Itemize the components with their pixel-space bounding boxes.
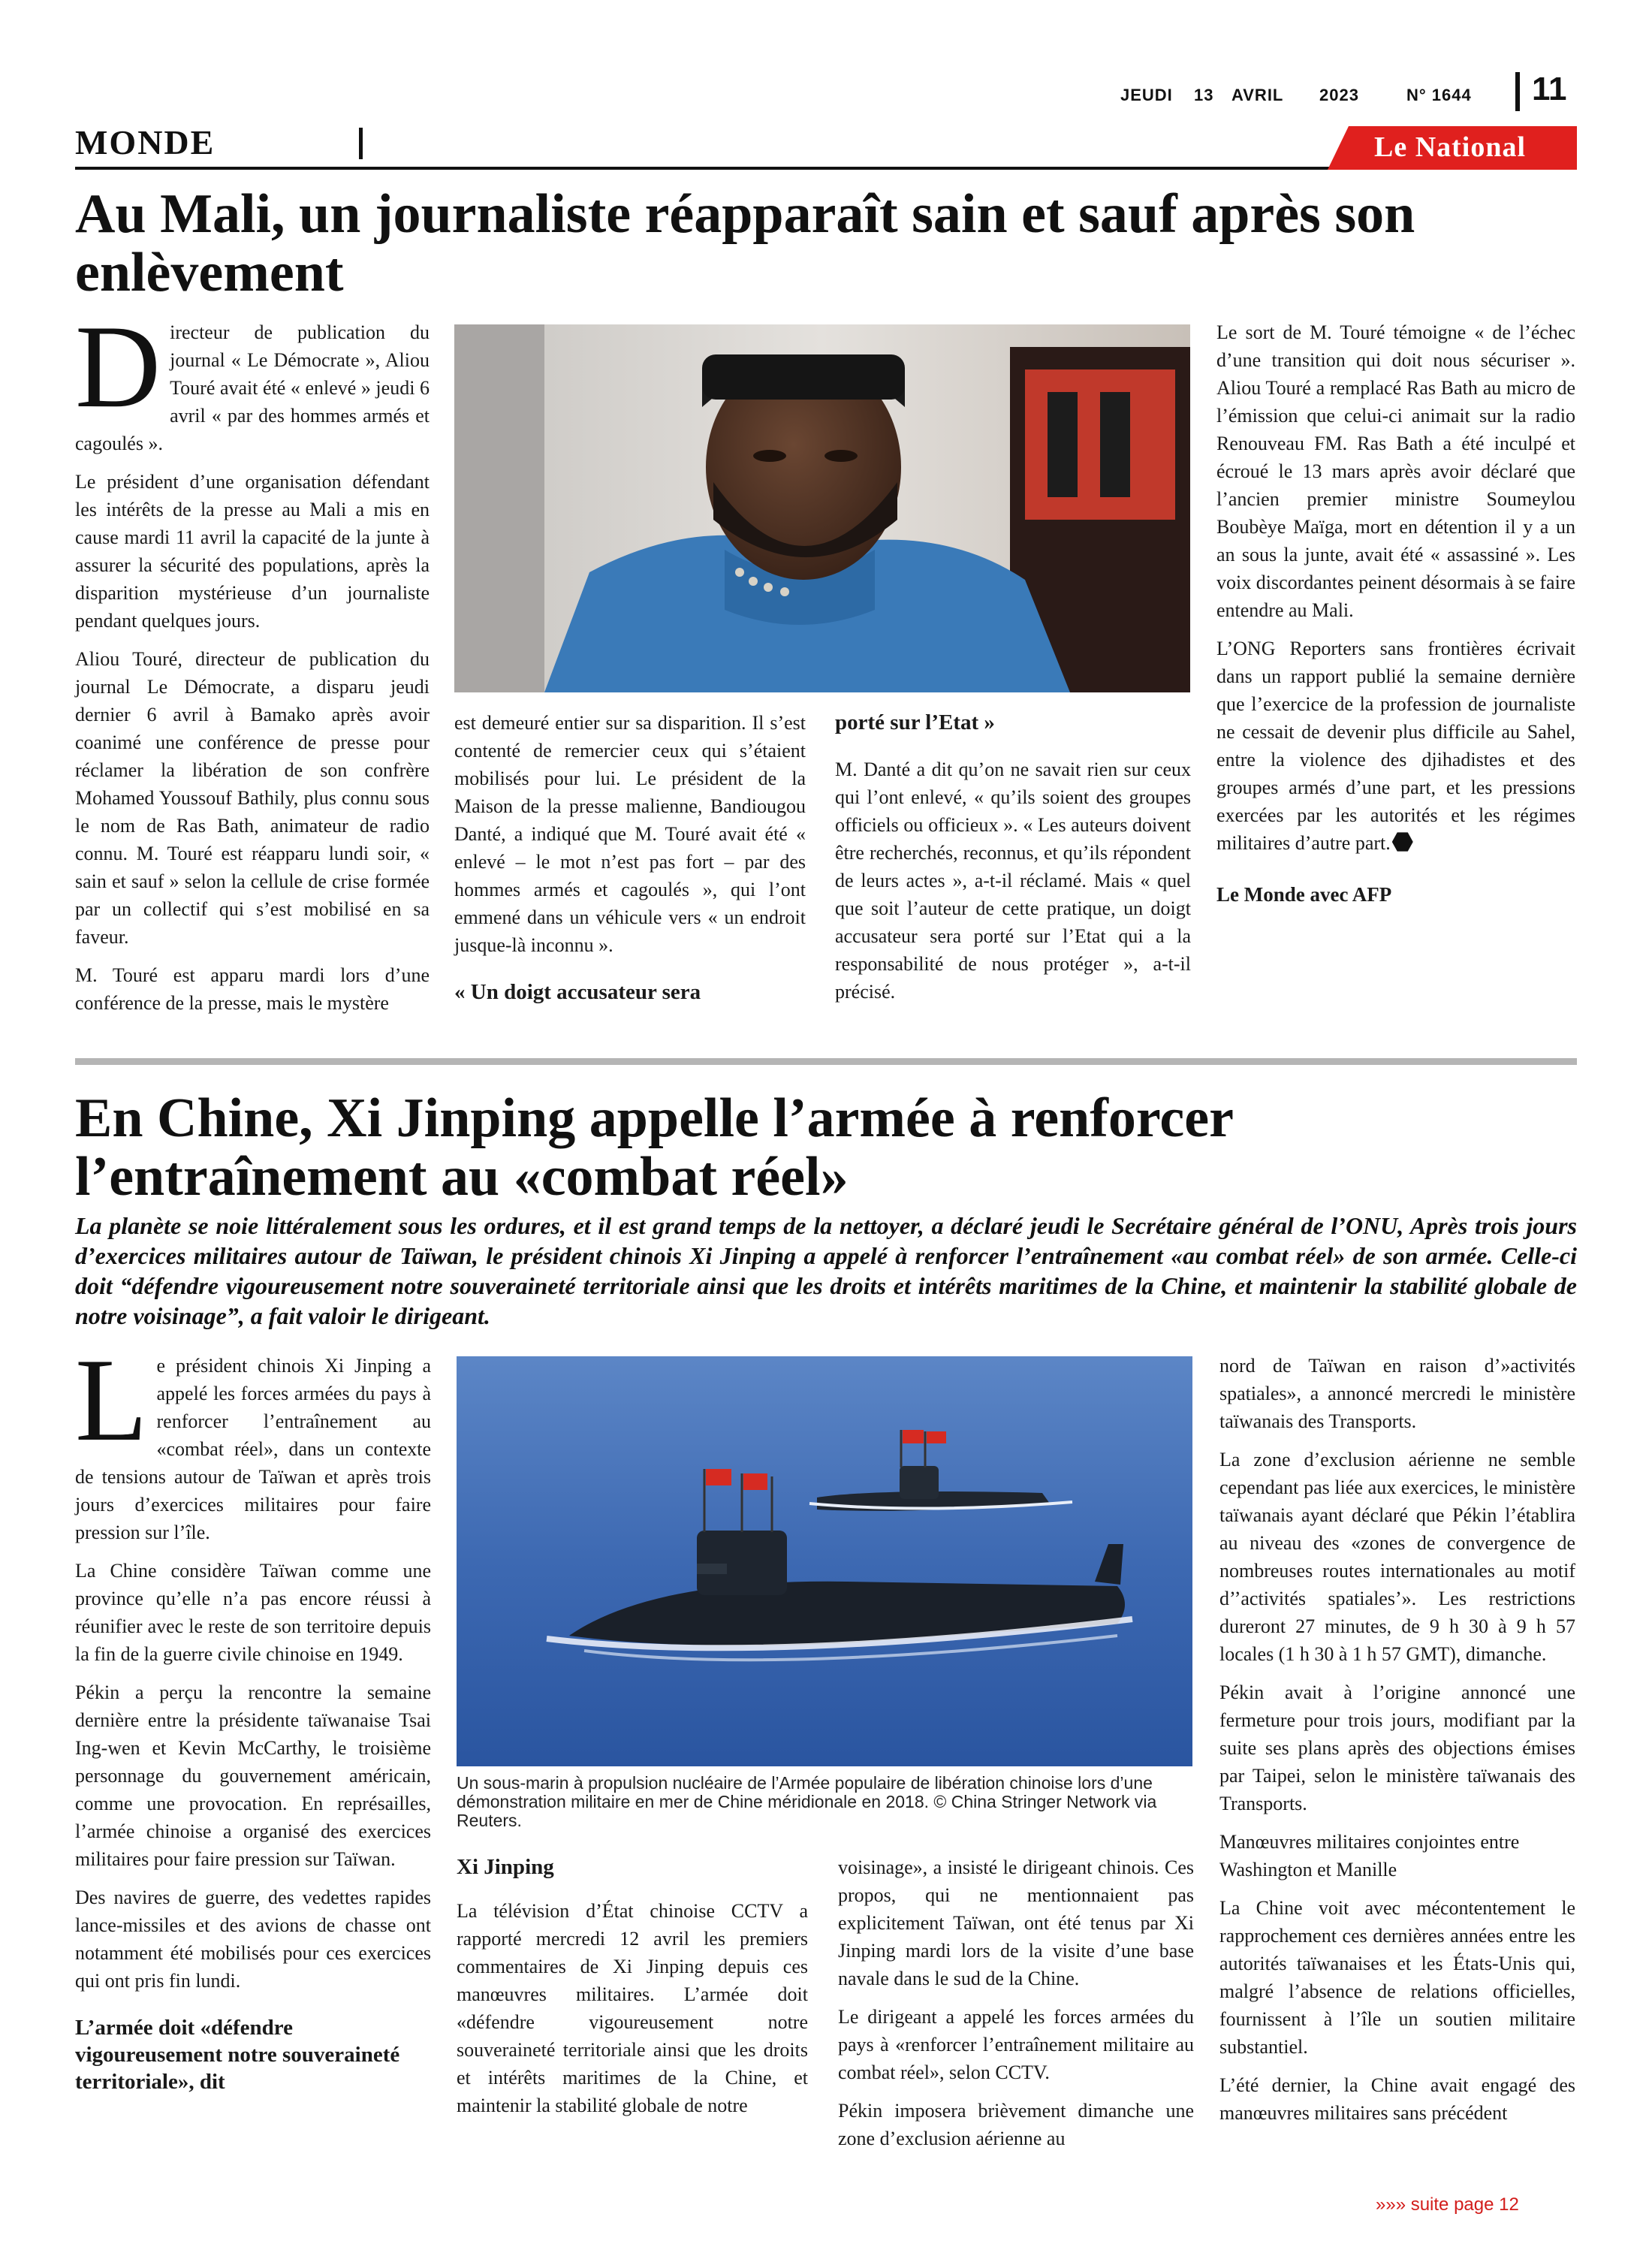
brand-name: Le National (1374, 131, 1527, 163)
article2-paragraph: La télévision d’État chinoise CCTV a rapporté mercredi 12 avril les premiers commentaires de Xi Jinping depuis ces manœuvres militaires. L’armée doit «défendre vigoureusement notre souveraineté territoriale ainsi que les droits et intérêts maritimes de la Chine, et maintenir la stabilité globale de notre (457, 1900, 808, 2116)
article1-paragraph: Aliou Touré, directeur de publication du journal Le Démocrate, a disparu jeudi dernier 6 avril à Bamako après avoir coanimé une conférence de presse pour réclamer la libération de son confrère Mohamed Youssouf Bathily, plus connu sous le nom de Ras Bath, animateur de radio connu. M. Touré est réapparu lundi soir, « sain et sauf » selon la cellule de crise formée par un collectif qui s’est mobilisé en sa faveur. (75, 648, 430, 948)
article2-paragraph: e président chinois Xi Jinping a appelé les forces armées du pays à renforcer l’entraînement au «combat réel», dans un contexte de tensions autour de Taïwan et après trois jours d’exercices militaires pour faire pression sur l’île. (75, 1355, 431, 1543)
page-number-divider (1515, 72, 1520, 111)
end-of-article-icon (1392, 831, 1413, 852)
article2-paragraph: Pékin a perçu la rencontre la semaine dernière entre la présidente taïwanaise Tsai Ing-wen et Kevin McCarthy, le troisième personnage du gouvernement américain, comme une provocation. En représailles, l’armée chinoise a organisé des exercices militaires pour faire pression sur Taïwan. (75, 1681, 431, 1870)
submarine-photo-caption: Un sous-marin à propulsion nucléaire de l’Armée populaire de libération chinoise lors d’une démonstration militaire en mer de Chine méridionale en 2018. © China Stringer Network via Reuters. (457, 1773, 1157, 1830)
page-number: 11 (1532, 71, 1567, 107)
article1-dropcap: D (75, 301, 161, 433)
article2-inline-subhead: Manœuvres militaires conjointes entre Washington et Manille (1219, 1831, 1520, 1881)
article2-paragraph: voisinage», a insisté le dirigeant chinois. Ces propos, qui ne mentionnaient pas explicitement Taïwan, ont été tenus par Xi Jinping mardi lors de la visite d’une base navale dans le sud de la Chine. (838, 1856, 1194, 1989)
submarine-photo (457, 1356, 1192, 1766)
article2-column-2 (457, 1853, 808, 2130)
article1-column-3 (835, 709, 1191, 1016)
submarine-photo-art (457, 1356, 1192, 1766)
section-label: MONDE (75, 123, 216, 161)
issue-month: AVRIL (1231, 86, 1284, 104)
issue-year: 2023 (1319, 86, 1359, 104)
article2-paragraph: La Chine voit avec mécontentement le rapprochement ces dernières années entre les autorités taïwanaises et les États-Unis qui, malgré l’absence de relations officielles, fournissent à l’île un soutien militaire substantiel. (1219, 1897, 1575, 2058)
article1-column-1 (75, 301, 430, 1027)
article1-paragraph: Le sort de M. Touré témoigne « de l’échec d’une transition qui doit nous sécuriser ». Aliou Touré a remplacé Ras Bath au micro de l’émission que celui-ci animait sur la radio Renouveau FM. Ras Bath a été inculpé et écroué le 13 mars après avoir déclaré que l’ancien premier ministre Soumeylou Boubèye Maïga, mort en détention il y a un an sous la junte, avait été « assassiné ». Les voix discordantes peinent désormais à se faire entendre au Mali. (1216, 321, 1575, 621)
journalist-photo-art (454, 324, 1190, 692)
article1-paragraph: M. Touré est apparu mardi lors d’une conférence de la presse, mais le mystère (75, 964, 430, 1014)
article1-column-2 (454, 709, 806, 1006)
article2-subhead: L’armée doit «défendre vigoureusement notre souveraineté territoriale», dit (75, 2016, 400, 2094)
article2-paragraph: Pékin avait à l’origine annoncé une fermeture pour trois jours, modifiant par la suite ses plans après des objections émises par Taipei, selon le ministère taïwanais des Transports. (1219, 1681, 1575, 1814)
article2-paragraph: Des navires de guerre, des vedettes rapides lance-missiles et des avions de chasse ont notamment été mobilisés pour ces exercices qui ont pris fin lundi. (75, 1887, 431, 1992)
article2-paragraph: La zone d’exclusion aérienne ne semble cependant pas liée aux exercices, le ministère taïwanais ayant déclaré que Pékin l’établira au niveau des «zones de convergence de nombreuses routes internationales au motif d’’activités spatiales’». Les restrictions dureront 27 minutes, de 9 h 30 à 9 h 57 locales (1 h 30 à 1 h 57 GMT), dimanche. (1219, 1449, 1575, 1665)
article2-paragraph: nord de Taïwan en raison d’»activités spatiales», a annoncé mercredi le ministère taïwanais des Transports. (1219, 1355, 1575, 1432)
journalist-photo (454, 324, 1190, 692)
article1-paragraph: Le président d’une organisation défendant les intérêts de la presse au Mali a mis en cause mardi 11 avril la capacité de la junte à assurer la sécurité des populations, après la disparition mystérieuse d’un journaliste pendant quelques jours. (75, 471, 430, 632)
article2-dropcap: L (75, 1335, 148, 1466)
article1-paragraph: M. Danté a dit qu’on ne savait rien sur ceux qui l’ont enlevé, « qu’ils soient des groupes officiels ou officieux ». « Les auteurs doivent être recherchés, reconnus, et qu’ils répondent de leurs actes », a-t-il réclamé. Mais « quel que soit l’auteur de cette pratique, un doigt accusateur sera porté sur l’Etat qui a la responsabilité de nous protéger », a-t-il précisé. (835, 759, 1191, 1003)
article2-paragraph: Pékin imposera brièvement dimanche une zone d’exclusion aérienne au (838, 2100, 1194, 2149)
article2-column-3 (838, 1853, 1194, 2163)
article2-column-4 (1219, 1352, 1575, 2137)
article1-column-4 (1216, 318, 1575, 909)
article1-subhead-continued: porté sur l’Etat » (835, 710, 995, 734)
article1-paragraph: est demeuré entier sur sa disparition. Il s’est contenté de remercier ceux qui s’étaient mobilisés pour lui. Le président de la Maison de la presse malienne, Bandiougou Danté, a indiqué que M. Touré avait été « enlevé – le mot n’est pas fort – par des hommes armés et cagoulés », qui l’ont emmené dans un véhicule vers « un endroit jusque-là inconnu ». (454, 712, 806, 956)
article2-subhead-continued: Xi Jinping (457, 1855, 554, 1879)
article1-paragraph-text: L’ONG Reporters sans frontières écrivait dans un rapport publié la semaine dernière que l’exercice de la profession de journaliste ne cessait de devenir plus difficile au Sahel, entre la violence des djihadistes et des groupes armés d’une part, et les pressions exercées par les autorités et les régimes militaires d’autre part. (1216, 638, 1575, 854)
article1-source: Le Monde avec AFP (1216, 883, 1392, 906)
article2-paragraph: L’été dernier, la Chine avait engagé des manœuvres militaires sans précédent (1219, 2074, 1575, 2124)
issue-date-number: 13 (1194, 86, 1214, 104)
issue-day: JEUDI (1120, 86, 1173, 104)
issue-number: N° 1644 (1406, 86, 1472, 104)
article2-paragraph: Le dirigeant a appelé les forces armées du pays à «renforcer l’entraînement militaire au combat réel», selon CCTV. (838, 2006, 1194, 2083)
article2-paragraph: La Chine considère Taïwan comme une province qu’elle n’a pas encore réussi à réunifier avec le reste de son territoire depuis la fin de la guerre civile chinoise en 1949. (75, 1560, 431, 1665)
article1-title: Au Mali, un journaliste réapparaît sain et sauf après son enlèvement (75, 183, 1415, 303)
continued-on-page-link[interactable]: »»» suite page 12 (1376, 2194, 1519, 2215)
article2-column-1 (75, 1335, 431, 2095)
article1-paragraph-last (1216, 635, 1575, 857)
article-separator (75, 1058, 1577, 1065)
section-divider (359, 128, 363, 159)
article1-paragraph: irecteur de publication du journal « Le Démocrate », Aliou Touré avait été « enlevé » jeudi 6 avril « par des hommes armés et cagoulés ». (75, 321, 430, 454)
article1-subhead: « Un doigt accusateur sera (454, 980, 701, 1004)
article2-title: En Chine, Xi Jinping appelle l’armée à renforcer l’entraînement au «combat réel» (75, 1087, 1233, 1208)
article2-lede: La planète se noie littéralement sous les ordures, et il est grand temps de la nettoyer, a déclaré jeudi le Secrétaire général de l’ONU, Après trois jours d’exercices militaires autour de Taïwan, le président chinois Xi Jinping a appelé à renforcer l’entraînement «au combat réel» de son armée. Celle-ci doit “défendre vigoureusement notre souveraineté territoriale ainsi que les droits et intérêts maritimes de la Chine, et maintenir la stabilité globale de notre voisinage”, a fait valoir le dirigeant. (75, 1212, 1577, 1329)
